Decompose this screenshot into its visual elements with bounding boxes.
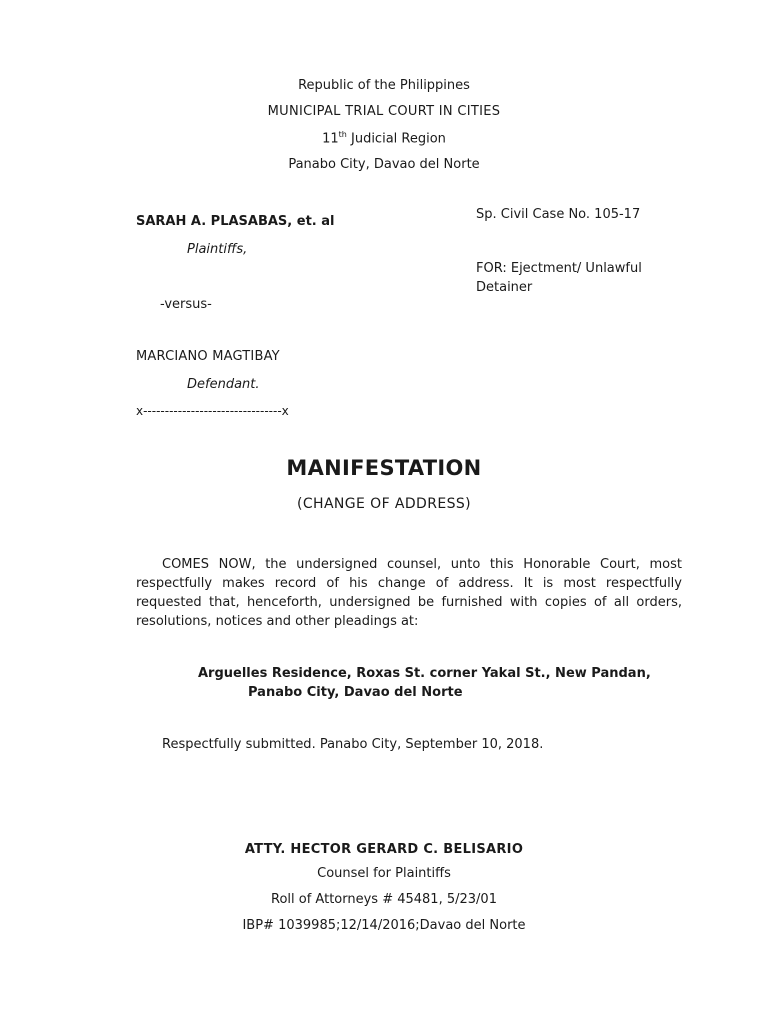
counsel-role: Counsel for Plaintiffs — [317, 866, 451, 881]
caption-separator: x--------------------------------x — [136, 404, 289, 418]
roll-of-attorneys: Roll of Attorneys # 45481, 5/23/01 — [271, 892, 497, 907]
case-nature-line1: FOR: Ejectment/ Unlawful — [476, 261, 642, 276]
defendant-name: MARCIANO MAGTIBAY — [136, 349, 280, 364]
case-number: Sp. Civil Case No. 105-17 — [476, 207, 641, 222]
case-nature-line2: Detainer — [476, 280, 533, 295]
plaintiff-role: Plaintiffs, — [187, 242, 248, 257]
versus-label: -versus- — [160, 297, 212, 312]
header-republic: Republic of the Philippines — [298, 78, 470, 93]
document-title: MANIFESTATION — [286, 456, 482, 480]
header-court: MUNICIPAL TRIAL COURT IN CITIES — [267, 104, 501, 119]
counsel-name: ATTY. HECTOR GERARD C. BELISARIO — [244, 842, 524, 857]
body-paragraph: COMES NOW, the undersigned counsel, unto this Honorable Court, most respectfully makes record of his change of address. It is most respectfully requested that, henceforth, undersigned be furnished with copies of all orders, resolutions, notices and other pleadings at: — [136, 557, 682, 629]
closing-line: Respectfully submitted. Panabo City, September 10, 2018. — [162, 737, 544, 752]
new-address: Arguelles Residence, Roxas St. corner Yakal St., New Pandan, Panabo City, Davao del Norte — [198, 666, 651, 700]
header-city: Panabo City, Davao del Norte — [288, 157, 480, 172]
document-subtitle: (CHANGE OF ADDRESS) — [296, 496, 472, 512]
header-region: 11th Judicial Region — [322, 130, 446, 147]
defendant-role: Defendant. — [187, 377, 260, 392]
plaintiff-name: SARAH A. PLASABAS, et. al — [136, 214, 335, 229]
ibp-number: IBP# 1039985;12/14/2016;Davao del Norte — [242, 918, 526, 933]
